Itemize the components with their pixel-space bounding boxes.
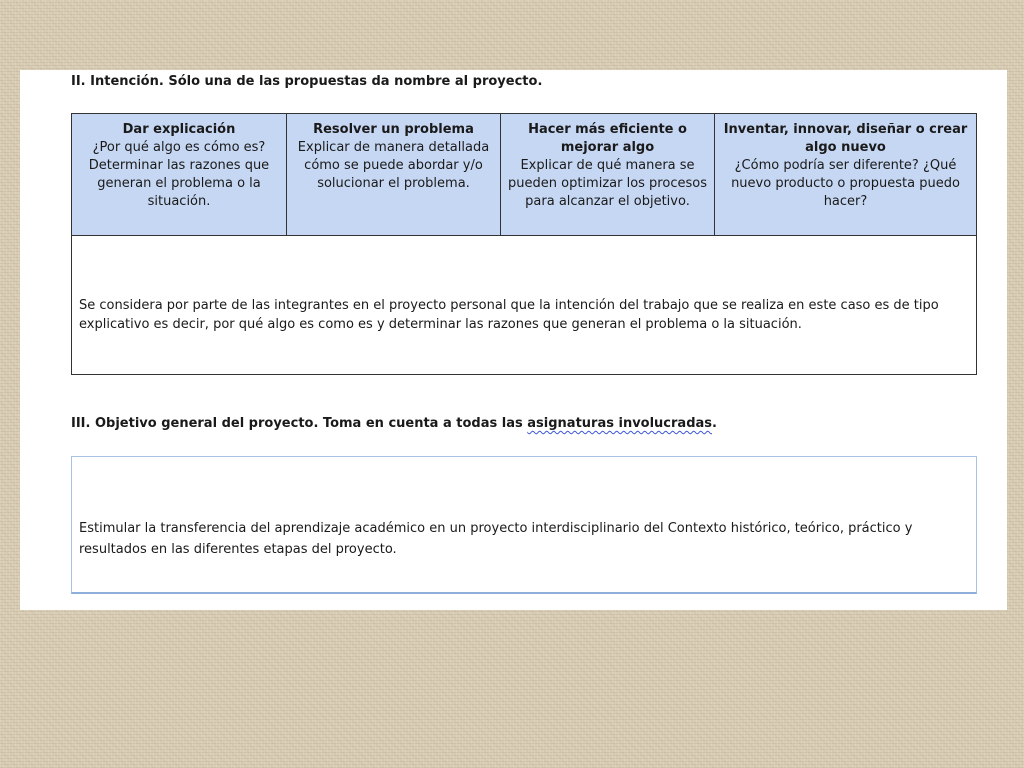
objective-title-flagged-words: asignaturas involucradas [527,416,713,431]
objective-text: Estimular la transferencia del aprendizaje académico en un proyecto interdisciplinario del Contexto histórico, teórico, práctico y resultados en las diferentes etapas del proyecto. [79,521,913,557]
intention-option-heading: Hacer más eficiente o mejorar algo [528,122,687,155]
intention-table [71,113,977,375]
intention-option-heading: Dar explicación [122,122,236,137]
intention-answer-cell[interactable] [72,236,976,375]
intention-option-description: ¿Cómo podría ser diferente? ¿Qué nuevo producto o propuesta puedo hacer? [731,158,960,209]
intention-option-heading: Resolver un problema [313,122,474,137]
intention-option-description: ¿Por qué algo es cómo es? Determinar las razones que generan el problema o la situación. [88,140,270,209]
intention-option-description: Explicar de manera detallada cómo se puede abordar y/o solucionar el problema. [297,140,490,191]
intention-option-heading: Inventar, innovar, diseñar o crear algo nuevo [723,122,968,155]
intention-section-title: II. Intención. Sólo una de las propuestas da nombre al proyecto. [71,74,543,89]
intention-option-invent [715,114,976,235]
document-page [20,70,1007,610]
objective-section-title [71,416,717,431]
objective-title-prefix: III. Objetivo general del proyecto. Toma en cuenta a todas las [71,416,528,431]
intention-option-description: Explicar de qué manera se pueden optimizar los procesos para alcanzar el objetivo. [508,158,707,209]
intention-option-improve [501,114,715,235]
intention-options-row [72,114,976,236]
objective-text-box[interactable] [71,456,977,594]
intention-option-explain [72,114,287,235]
intention-option-solve [287,114,501,235]
intention-answer-text: Se considera por parte de las integrantes en el proyecto personal que la intención del trabajo que se realiza en este caso es de tipo explicativo es decir, por qué algo es como es y determinar las razones que generan el problema o la situación. [79,298,939,332]
objective-title-suffix: . [712,416,717,431]
